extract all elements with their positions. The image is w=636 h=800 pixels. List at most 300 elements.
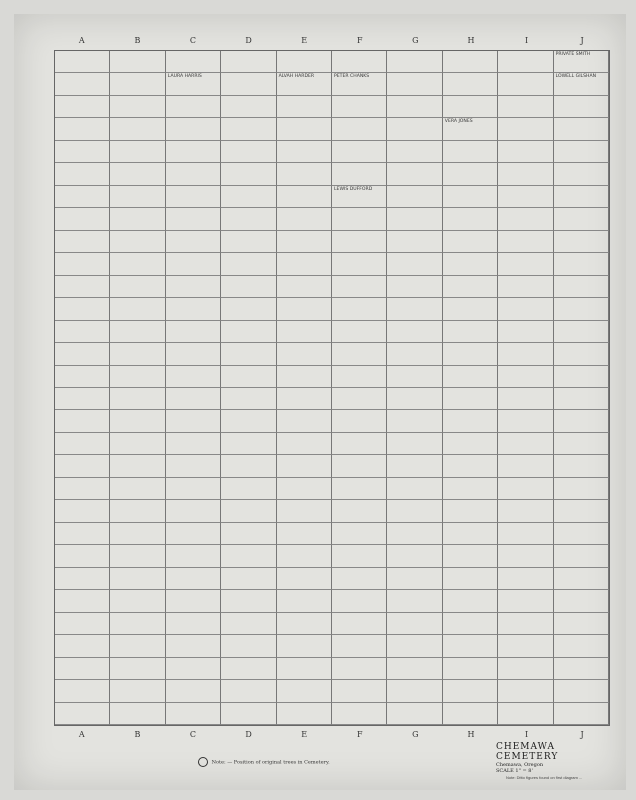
grave-plot-cell	[55, 410, 110, 432]
grave-plot-cell	[443, 433, 498, 455]
grave-plot-cell	[498, 231, 553, 253]
grave-plot-cell	[166, 703, 221, 725]
grave-plot-cell	[166, 321, 221, 343]
grave-plot-cell	[221, 208, 276, 230]
column-label: E	[301, 36, 308, 45]
grave-plot-cell	[554, 141, 609, 163]
grave-plot-cell	[387, 208, 442, 230]
grave-name: PETER CHANKS	[334, 74, 370, 80]
grave-plot-cell	[443, 163, 498, 185]
grave-plot-cell	[55, 545, 110, 567]
grave-plot-cell	[554, 433, 609, 455]
grave-plot-cell	[166, 568, 221, 590]
grave-plot-cell	[110, 141, 165, 163]
grave-plot-cell	[443, 253, 498, 275]
grave-plot-cell	[498, 208, 553, 230]
grave-plot-cell	[166, 388, 221, 410]
grave-plot-cell	[498, 568, 553, 590]
grave-plot-cell	[110, 523, 165, 545]
grave-plot-cell	[277, 141, 332, 163]
grave-plot-cell	[166, 410, 221, 432]
grave-plot-cell	[277, 590, 332, 612]
grave-plot-cell	[332, 73, 387, 95]
grave-plot-cell	[332, 455, 387, 477]
grave-plot-cell	[554, 545, 609, 567]
grave-plot-cell	[277, 231, 332, 253]
grave-plot-cell	[443, 208, 498, 230]
grave-plot-cell	[332, 186, 387, 208]
column-labels-bottom	[54, 730, 610, 742]
grave-plot-cell	[110, 635, 165, 657]
grave-plot-cell	[277, 568, 332, 590]
column-label: G	[412, 36, 419, 45]
grave-plot-cell	[554, 96, 609, 118]
grave-plot-cell	[554, 388, 609, 410]
grave-plot-cell	[498, 51, 553, 73]
grave-plot-cell	[554, 118, 609, 140]
grave-plot-cell	[110, 478, 165, 500]
grave-plot-cell	[554, 478, 609, 500]
grave-plot-cell	[110, 680, 165, 702]
grave-plot-cell	[332, 276, 387, 298]
grave-plot-cell	[221, 163, 276, 185]
grave-plot-cell	[166, 253, 221, 275]
grave-plot-cell	[443, 51, 498, 73]
grave-plot-cell	[166, 478, 221, 500]
grave-plot-cell	[387, 568, 442, 590]
grave-plot-cell	[443, 590, 498, 612]
grave-plot-cell	[110, 366, 165, 388]
grave-plot-cell	[554, 231, 609, 253]
grave-plot-cell	[498, 276, 553, 298]
grave-plot-cell	[332, 321, 387, 343]
grave-plot-cell	[554, 613, 609, 635]
grave-plot-cell	[166, 96, 221, 118]
grave-plot-cell	[277, 410, 332, 432]
grave-plot-cell	[387, 613, 442, 635]
grave-plot-cell	[443, 635, 498, 657]
grave-plot-cell	[55, 96, 110, 118]
grave-plot-cell	[387, 703, 442, 725]
grave-plot-cell	[166, 500, 221, 522]
grave-plot-cell	[221, 568, 276, 590]
grave-plot-cell	[55, 703, 110, 725]
grave-plot-cell	[443, 703, 498, 725]
grave-plot-cell	[277, 478, 332, 500]
grave-plot-cell	[277, 73, 332, 95]
grave-plot-cell	[277, 208, 332, 230]
grave-plot-cell	[498, 455, 553, 477]
grave-plot-cell	[221, 276, 276, 298]
grave-plot-cell	[221, 410, 276, 432]
grave-plot-cell	[498, 343, 553, 365]
grave-plot-cell	[277, 276, 332, 298]
grave-plot-cell	[387, 298, 442, 320]
grave-plot-cell	[55, 680, 110, 702]
grave-plot-cell	[166, 635, 221, 657]
grave-plot-cell	[498, 388, 553, 410]
grave-plot-cell	[277, 96, 332, 118]
grave-plot-cell	[110, 208, 165, 230]
grave-plot-cell	[554, 73, 609, 95]
grave-plot-cell	[387, 410, 442, 432]
grave-plot-cell	[277, 680, 332, 702]
column-label: B	[134, 730, 141, 739]
grave-plot-cell	[387, 680, 442, 702]
grave-plot-cell	[166, 366, 221, 388]
grave-plot-cell	[443, 613, 498, 635]
grave-plot-cell	[55, 523, 110, 545]
grave-plot-cell	[387, 96, 442, 118]
grave-plot-cell	[166, 343, 221, 365]
grave-plot-cell	[387, 276, 442, 298]
grave-plot-cell	[221, 343, 276, 365]
grave-plot-cell	[554, 500, 609, 522]
grave-plot-cell	[277, 366, 332, 388]
grave-name: LOWELL GILSHAN	[555, 74, 597, 80]
grave-plot-cell	[166, 658, 221, 680]
grave-plot-cell	[498, 118, 553, 140]
grave-plot-cell	[332, 635, 387, 657]
grave-plot-cell	[554, 568, 609, 590]
grave-plot-cell	[221, 658, 276, 680]
grave-plot-cell	[332, 658, 387, 680]
grave-plot-cell	[498, 186, 553, 208]
grave-plot-cell	[387, 73, 442, 95]
grave-plot-cell	[554, 680, 609, 702]
column-label: J	[580, 36, 584, 45]
column-labels-top	[54, 36, 610, 48]
grave-plot-cell	[55, 276, 110, 298]
grave-plot-cell	[332, 163, 387, 185]
grave-plot-cell	[110, 73, 165, 95]
column-label: C	[189, 36, 197, 45]
grave-plot-cell	[55, 118, 110, 140]
grave-plot-cell	[221, 613, 276, 635]
grave-plot-cell	[277, 186, 332, 208]
column-label: G	[412, 730, 419, 739]
grave-plot-cell	[387, 163, 442, 185]
grave-plot-cell	[332, 366, 387, 388]
grave-plot-cell	[110, 388, 165, 410]
grave-plot-cell	[110, 590, 165, 612]
grave-plot-cell	[110, 186, 165, 208]
grave-plot-cell	[332, 298, 387, 320]
grave-plot-cell	[277, 298, 332, 320]
grave-plot-cell	[498, 658, 553, 680]
grave-plot-cell	[498, 141, 553, 163]
grave-plot-cell	[221, 321, 276, 343]
grave-plot-cell	[55, 433, 110, 455]
grave-plot-cell	[498, 523, 553, 545]
grave-plot-cell	[498, 590, 553, 612]
grave-plot-cell	[110, 118, 165, 140]
grave-plot-cell	[277, 321, 332, 343]
grave-plot-cell	[55, 500, 110, 522]
grave-plot-cell	[332, 680, 387, 702]
tree-circle-icon	[198, 757, 208, 767]
grave-plot-cell	[55, 388, 110, 410]
grave-plot-cell	[554, 410, 609, 432]
grave-plot-cell	[443, 455, 498, 477]
grave-plot-cell	[277, 523, 332, 545]
grave-plot-cell	[110, 410, 165, 432]
grave-plot-cell	[387, 51, 442, 73]
grave-plot-cell	[277, 613, 332, 635]
grave-plot-cell	[443, 96, 498, 118]
grave-plot-cell	[332, 590, 387, 612]
grave-plot-cell	[277, 635, 332, 657]
grave-plot-cell	[332, 523, 387, 545]
grave-plot-cell	[554, 343, 609, 365]
grave-plot-cell	[498, 613, 553, 635]
grave-plot-cell	[55, 163, 110, 185]
grave-plot-cell	[443, 388, 498, 410]
grave-plot-cell	[110, 96, 165, 118]
grave-name: ALVAH HARDER	[278, 74, 315, 80]
grave-plot-cell	[554, 298, 609, 320]
grave-plot-cell	[221, 231, 276, 253]
grave-plot-cell	[443, 545, 498, 567]
grave-plot-cell	[332, 141, 387, 163]
column-label: F	[356, 730, 363, 739]
grave-plot-cell	[166, 208, 221, 230]
grave-plot-cell	[332, 545, 387, 567]
grave-plot-cell	[221, 500, 276, 522]
column-label: A	[78, 36, 85, 45]
tree-position-note	[196, 757, 330, 767]
column-label: C	[189, 730, 197, 739]
grave-plot-cell	[55, 51, 110, 73]
grave-plot-cell	[277, 343, 332, 365]
grave-plot-cell	[332, 478, 387, 500]
grave-plot-cell	[387, 388, 442, 410]
grave-plot-cell	[55, 455, 110, 477]
grave-plot-cell	[554, 51, 609, 73]
grave-plot-cell	[221, 523, 276, 545]
grave-plot-cell	[277, 703, 332, 725]
grave-plot-cell	[110, 298, 165, 320]
grave-plot-cell	[55, 208, 110, 230]
grave-plot-cell	[387, 118, 442, 140]
grave-plot-cell	[277, 51, 332, 73]
grave-plot-cell	[498, 163, 553, 185]
grave-plot-cell	[277, 118, 332, 140]
grave-plot-cell	[166, 51, 221, 73]
grave-plot-cell	[55, 141, 110, 163]
grave-plot-cell	[110, 433, 165, 455]
grave-plot-cell	[110, 253, 165, 275]
grave-plot-cell	[110, 231, 165, 253]
column-label: H	[467, 730, 475, 739]
grave-plot-cell	[498, 703, 553, 725]
grave-plot-cell	[221, 680, 276, 702]
grave-plot-cell	[498, 500, 553, 522]
grave-plot-cell	[554, 276, 609, 298]
grave-plot-cell	[443, 141, 498, 163]
grave-plot-cell	[55, 658, 110, 680]
grave-plot-cell	[554, 703, 609, 725]
grave-plot-cell	[166, 73, 221, 95]
grave-plot-cell	[554, 590, 609, 612]
grave-plot-cell	[110, 613, 165, 635]
grave-plot-cell	[332, 613, 387, 635]
grave-plot-cell	[110, 545, 165, 567]
grave-plot-cell	[221, 433, 276, 455]
grave-plot-cell	[443, 343, 498, 365]
grave-plot-cell	[55, 73, 110, 95]
grave-plot-cell	[332, 343, 387, 365]
grave-plot-cell	[498, 253, 553, 275]
grave-plot-cell	[166, 141, 221, 163]
grave-plot-cell	[554, 635, 609, 657]
grave-plot-cell	[387, 186, 442, 208]
side-note: Note: Ditto figures found on first diagram ...	[506, 775, 583, 780]
grave-plot-cell	[55, 613, 110, 635]
cemetery-plot-grid	[54, 50, 610, 726]
grave-plot-cell	[387, 658, 442, 680]
grave-plot-cell	[166, 590, 221, 612]
grave-plot-cell	[110, 321, 165, 343]
grave-plot-cell	[498, 366, 553, 388]
grave-plot-cell	[443, 186, 498, 208]
grave-plot-cell	[332, 118, 387, 140]
grave-plot-cell	[166, 163, 221, 185]
grave-plot-cell	[221, 118, 276, 140]
grave-plot-cell	[110, 276, 165, 298]
grave-plot-cell	[110, 163, 165, 185]
grave-plot-cell	[332, 208, 387, 230]
grave-plot-cell	[110, 51, 165, 73]
grave-plot-cell	[221, 635, 276, 657]
column-label: E	[301, 730, 308, 739]
grave-plot-cell	[55, 298, 110, 320]
grave-plot-cell	[387, 455, 442, 477]
grave-plot-cell	[110, 455, 165, 477]
grave-plot-cell	[387, 343, 442, 365]
grave-plot-cell	[387, 635, 442, 657]
grave-plot-cell	[332, 410, 387, 432]
grave-plot-cell	[332, 568, 387, 590]
grave-plot-cell	[166, 545, 221, 567]
grave-plot-cell	[221, 96, 276, 118]
grave-plot-cell	[332, 433, 387, 455]
grave-plot-cell	[443, 658, 498, 680]
grave-plot-cell	[221, 455, 276, 477]
grave-plot-cell	[387, 253, 442, 275]
grave-plot-cell	[332, 253, 387, 275]
grave-plot-cell	[55, 590, 110, 612]
grave-plot-cell	[387, 545, 442, 567]
grave-plot-cell	[554, 253, 609, 275]
grave-plot-cell	[554, 658, 609, 680]
grave-plot-cell	[221, 51, 276, 73]
column-label: F	[356, 36, 363, 45]
grave-plot-cell	[332, 96, 387, 118]
legend-note-text: Note: — Position of original trees in Cemetery.	[211, 759, 330, 766]
grave-plot-cell	[498, 321, 553, 343]
grave-plot-cell	[55, 343, 110, 365]
grave-plot-cell	[55, 186, 110, 208]
grave-plot-cell	[277, 433, 332, 455]
grave-plot-cell	[166, 433, 221, 455]
grave-plot-cell	[443, 568, 498, 590]
grave-plot-cell	[332, 500, 387, 522]
grave-plot-cell	[55, 635, 110, 657]
grave-plot-cell	[110, 703, 165, 725]
grave-plot-cell	[332, 231, 387, 253]
grave-plot-cell	[387, 433, 442, 455]
grave-plot-cell	[166, 680, 221, 702]
grave-plot-cell	[498, 680, 553, 702]
grave-plot-cell	[498, 298, 553, 320]
grave-plot-cell	[277, 658, 332, 680]
column-label: A	[78, 730, 85, 739]
grave-plot-cell	[443, 366, 498, 388]
grave-plot-cell	[110, 568, 165, 590]
column-label: H	[467, 36, 475, 45]
grave-plot-cell	[387, 500, 442, 522]
grave-plot-cell	[554, 455, 609, 477]
grave-plot-cell	[110, 343, 165, 365]
grave-plot-cell	[498, 545, 553, 567]
grave-plot-cell	[221, 703, 276, 725]
grave-plot-cell	[443, 276, 498, 298]
grave-plot-cell	[166, 231, 221, 253]
column-label: J	[580, 730, 584, 739]
grave-plot-cell	[554, 523, 609, 545]
grave-plot-cell	[55, 231, 110, 253]
grave-plot-cell	[277, 545, 332, 567]
grave-plot-cell	[443, 298, 498, 320]
grave-plot-cell	[498, 96, 553, 118]
map-subtitle: Chemawa, Oregon	[496, 762, 544, 768]
grave-plot-cell	[498, 410, 553, 432]
grave-plot-cell	[166, 118, 221, 140]
grave-plot-cell	[387, 523, 442, 545]
grave-plot-cell	[498, 478, 553, 500]
grave-plot-cell	[55, 478, 110, 500]
grave-plot-cell	[221, 186, 276, 208]
grave-plot-cell	[221, 545, 276, 567]
grave-plot-cell	[166, 298, 221, 320]
grave-plot-cell	[498, 635, 553, 657]
grave-plot-cell	[443, 680, 498, 702]
grave-plot-cell	[498, 73, 553, 95]
grave-plot-cell	[221, 298, 276, 320]
grave-plot-cell	[277, 500, 332, 522]
grave-plot-cell	[498, 433, 553, 455]
grave-plot-cell	[443, 118, 498, 140]
grave-name: LAURA HARRIS	[167, 74, 202, 80]
grave-plot-cell	[166, 455, 221, 477]
grave-plot-cell	[277, 455, 332, 477]
grave-plot-cell	[221, 73, 276, 95]
grave-plot-cell	[387, 141, 442, 163]
grave-plot-cell	[55, 366, 110, 388]
grave-plot-cell	[554, 163, 609, 185]
grave-plot-cell	[221, 141, 276, 163]
grave-plot-cell	[166, 186, 221, 208]
grave-plot-cell	[443, 321, 498, 343]
grave-plot-cell	[110, 500, 165, 522]
grave-plot-cell	[110, 658, 165, 680]
column-label: D	[245, 730, 252, 739]
grave-plot-cell	[332, 388, 387, 410]
grave-plot-cell	[554, 366, 609, 388]
grave-plot-cell	[221, 590, 276, 612]
grave-plot-cell	[554, 321, 609, 343]
